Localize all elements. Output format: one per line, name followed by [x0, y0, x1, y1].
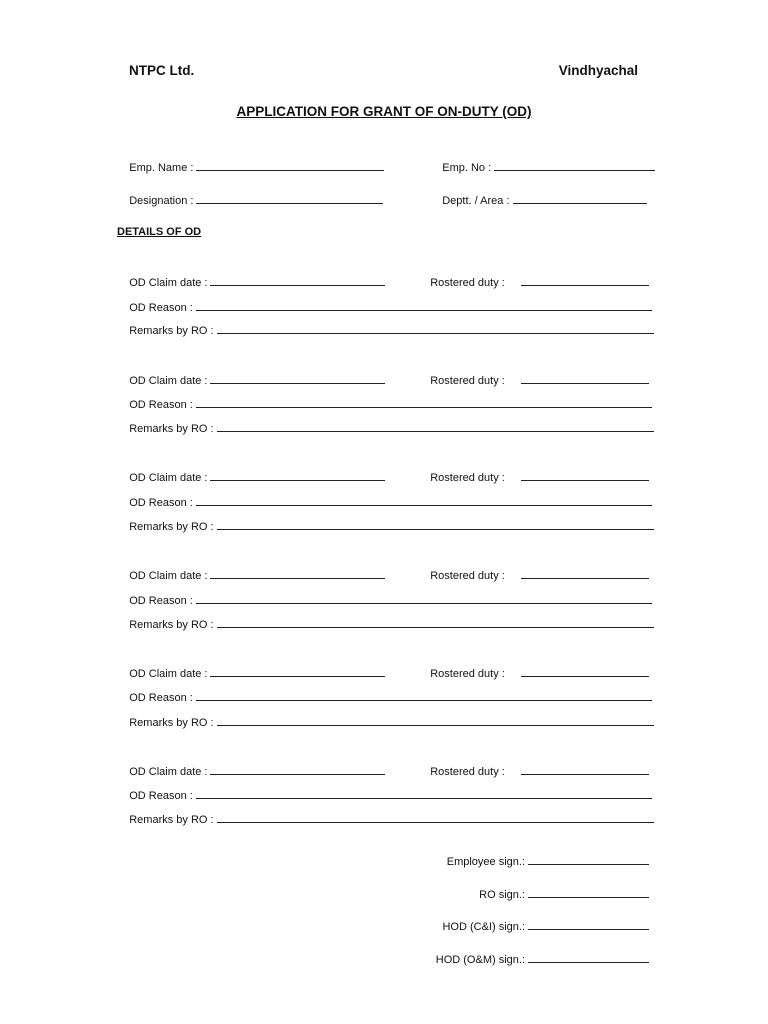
emp-no-field[interactable] — [494, 159, 655, 171]
od-reason-label: OD Reason : — [129, 692, 193, 704]
ro-remarks-row — [117, 602, 654, 646]
form-title: APPLICATION FOR GRANT OF ON-DUTY (OD) — [236, 104, 532, 119]
rostered-duty-label: Rostered duty : — [430, 472, 505, 484]
hod-om-sign-row — [424, 937, 649, 981]
ro-remarks-label: Remarks by RO : — [129, 423, 214, 435]
od-claim-date-label: OD Claim date : — [129, 472, 208, 484]
ro-remarks-row — [117, 504, 654, 548]
od-claim-date-label: OD Claim date : — [129, 766, 208, 778]
company-name: NTPC Ltd. — [129, 63, 195, 78]
rostered-duty-label: Rostered duty : — [430, 277, 505, 289]
od-reason-label: OD Reason : — [129, 302, 193, 314]
dept-row — [430, 178, 647, 222]
hod-om-sign-label: HOD (O&M) sign.: — [435, 954, 525, 966]
ro-remarks-row — [117, 406, 654, 450]
od-claim-date-label: OD Claim date : — [129, 277, 208, 289]
rostered-duty-label: Rostered duty : — [430, 668, 505, 680]
od-claim-date-label: OD Claim date : — [129, 375, 208, 387]
ro-remarks-row — [117, 700, 654, 744]
employee-sign-label: Employee sign.: — [446, 856, 525, 868]
rostered-duty-label: Rostered duty : — [430, 375, 505, 387]
od-claim-date-label: OD Claim date : — [129, 668, 208, 680]
od-claim-date-label: OD Claim date : — [129, 570, 208, 582]
od-reason-label: OD Reason : — [129, 497, 193, 509]
hod-om-sign-field[interactable] — [528, 951, 649, 963]
dept-field[interactable] — [513, 192, 647, 204]
rostered-duty-label: Rostered duty : — [430, 570, 505, 582]
location-name: Vindhyachal — [558, 63, 638, 78]
od-reason-label: OD Reason : — [129, 399, 193, 411]
employee-sign-field[interactable] — [528, 853, 649, 865]
ro-sign-field[interactable] — [528, 886, 649, 898]
ro-remarks-label: Remarks by RO : — [129, 521, 214, 533]
ro-sign-label: RO sign.: — [479, 889, 525, 901]
ro-remarks-field[interactable] — [217, 420, 654, 432]
designation-row — [117, 178, 383, 222]
designation-field[interactable] — [196, 192, 383, 204]
hod-ci-sign-label: HOD (C&I) sign.: — [442, 921, 525, 933]
ro-remarks-field[interactable] — [217, 616, 654, 628]
ro-remarks-row — [117, 308, 654, 352]
details-heading: DETAILS OF OD — [117, 226, 202, 238]
ro-remarks-row — [117, 797, 654, 841]
ro-remarks-field[interactable] — [217, 811, 654, 823]
od-reason-label: OD Reason : — [129, 790, 193, 802]
ro-remarks-field[interactable] — [217, 322, 654, 334]
designation-label: Designation : — [129, 195, 194, 207]
ro-remarks-label: Remarks by RO : — [129, 325, 214, 337]
emp-no-label: Emp. No : — [442, 162, 492, 174]
hod-ci-sign-field[interactable] — [528, 918, 649, 930]
dept-label: Deptt. / Area : — [442, 195, 510, 207]
od-reason-label: OD Reason : — [129, 595, 193, 607]
ro-remarks-label: Remarks by RO : — [129, 619, 214, 631]
emp-name-label: Emp. Name : — [129, 162, 194, 174]
ro-remarks-label: Remarks by RO : — [129, 814, 214, 826]
ro-remarks-label: Remarks by RO : — [129, 717, 214, 729]
ro-remarks-field[interactable] — [217, 714, 654, 726]
emp-name-field[interactable] — [196, 159, 384, 171]
ro-remarks-field[interactable] — [217, 518, 654, 530]
rostered-duty-label: Rostered duty : — [430, 766, 505, 778]
